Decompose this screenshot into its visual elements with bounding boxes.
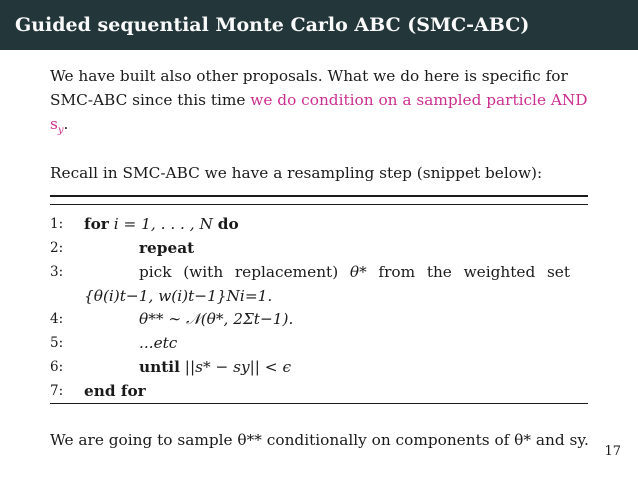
intro-paragraph bbox=[50, 64, 590, 143]
algorithm-line-3: 3: pick (with replacement) θ* from the weighted set {θ(i)t−1, w(i)t−1}Ni=1. bbox=[50, 263, 570, 306]
algorithm-top-rule bbox=[50, 195, 588, 197]
recall-paragraph: Recall in SMC-ABC we have a resampling step (snippet below): bbox=[50, 164, 543, 183]
conclusion-paragraph: We are going to sample θ** conditionally on components of θ* and sy. bbox=[50, 431, 589, 450]
algorithm-line-2: 2: repeat bbox=[50, 239, 195, 258]
slide-title: Guided sequential Monte Carlo ABC (SMC-ABC) bbox=[0, 0, 638, 50]
algorithm-line-7: 7: end for bbox=[50, 382, 146, 401]
algorithm-line-4: 4: θ** ∼ 𝒩(θ*, 2Σt−1). bbox=[50, 310, 294, 329]
intro-text: We have built also other proposals. What we do here is specific for SMC-ABC since this time bbox=[50, 67, 568, 109]
slide-body bbox=[50, 64, 590, 452]
intro-end: . bbox=[63, 115, 69, 133]
algorithm-line-5: 5: ...etc bbox=[50, 334, 178, 353]
algorithm-bottom-rule bbox=[50, 403, 588, 404]
page-number: 17 bbox=[604, 444, 621, 459]
highlight-text: we do condition on a sampled particle AND $s_y$ bbox=[50, 91, 588, 137]
algorithm-line-6: 6: until ||s* − sy|| < ϵ bbox=[50, 358, 292, 377]
algorithm-block bbox=[50, 205, 590, 403]
algorithm-line-1: 1: for i = 1, . . . , N do bbox=[50, 215, 239, 234]
